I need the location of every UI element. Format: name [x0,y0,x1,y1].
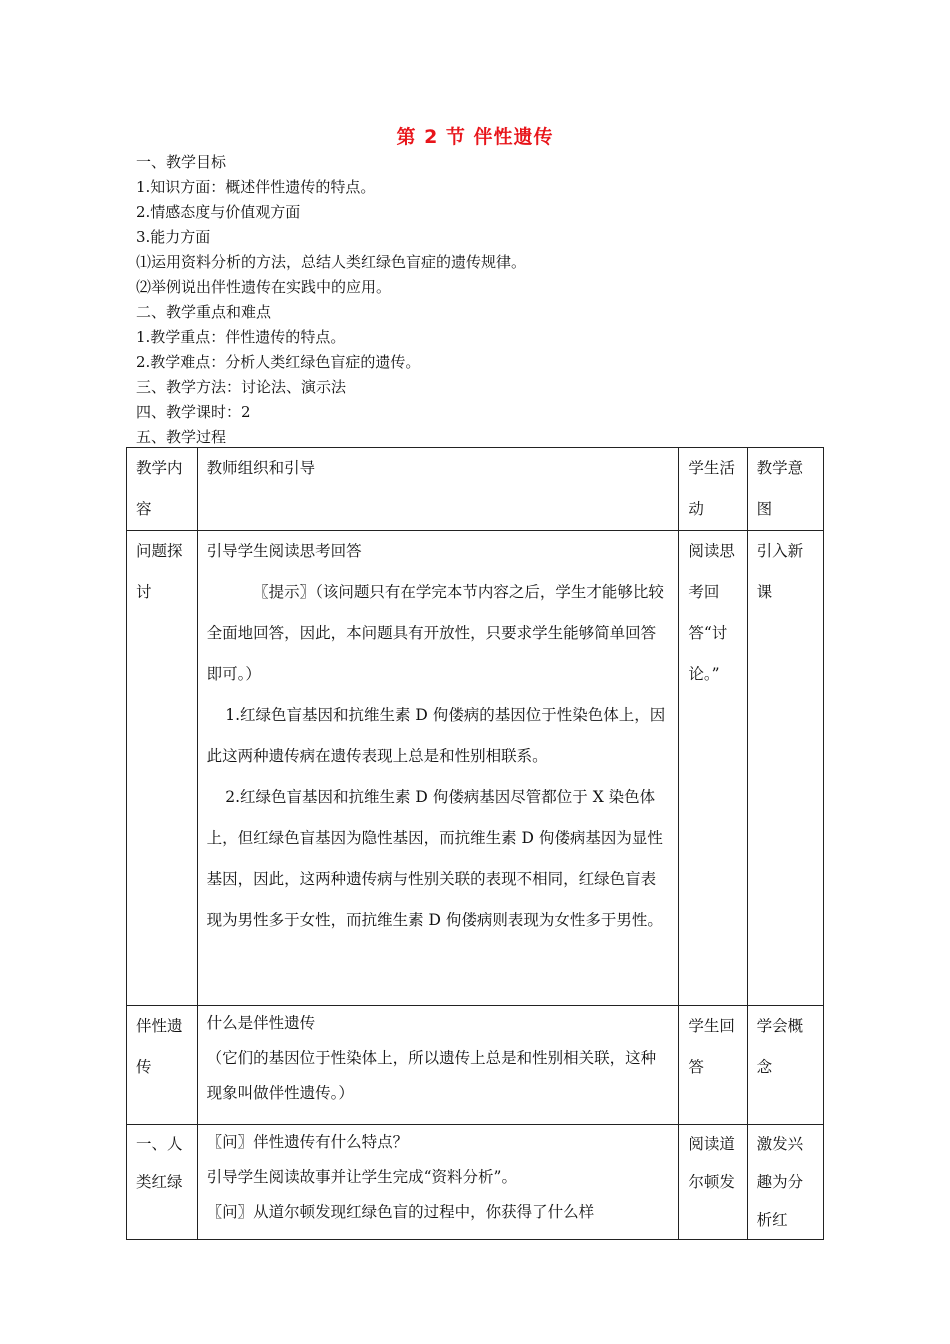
header-guide: 教师组织和引导 [197,448,679,531]
objective-ability: 3.能力方面 [136,228,211,246]
table-row [127,1125,824,1240]
guide-point-1: 1.红绿色盲基因和抗维生素 D 佝偻病的基因位于性染色体上，因此这两种遗传病在遗传表现上总是和性别相联系。 [206,706,666,765]
heading-periods: 四、教学课时：2 [136,403,251,421]
cell-content: 一、人类红绿 [127,1125,198,1240]
header-content: 教学内容 [127,448,198,531]
guide-hint: 〖提示〗（该问题只有在学完本节内容之后，学生才能够比较全面地回答，因此，本问题具有开放性，只要求学生能够简单回答即可。） [206,583,664,683]
cell-content: 伴性遗传 [127,1006,198,1125]
objective-attitude: 2.情感态度与价值观方面 [136,203,301,221]
cell-activity: 学生回答 [679,1006,747,1125]
header-activity: 学生活动 [679,448,747,531]
page-title: 第 2 节 伴性遗传 [396,126,554,148]
cell-intent: 引入新课 [747,531,823,1006]
key-point: 1.教学重点：伴性遗传的特点。 [136,328,346,346]
lesson-table [126,447,824,1240]
objective-knowledge: 1.知识方面：概述伴性遗传的特点。 [136,178,376,196]
guide-answer: （它们的基因位于性染体上，所以遗传上总是和性别相关联，这种现象叫做伴性遗传。） [206,1049,657,1102]
guide-line-2: 引导学生阅读故事并让学生完成“资料分析”。 [206,1168,517,1186]
table-row [127,531,824,1006]
cell-intent: 激发兴趣为分析红 [747,1125,823,1240]
guide-question: 什么是伴性遗传 [206,1014,316,1032]
heading-objectives: 一、教学目标 [136,153,227,171]
header-intent: 教学意图 [747,448,823,531]
outline [136,150,836,450]
heading-methods: 三、教学方法：讨论法、演示法 [136,378,347,396]
cell-guide [197,1125,679,1240]
ability-item-2: ⑵举例说出伴性遗传在实践中的应用。 [136,278,392,296]
heading-key-points: 二、教学重点和难点 [136,303,272,321]
table-row [127,1006,824,1125]
cell-intent: 学会概念 [747,1006,823,1125]
cell-activity: 阅读思考回答“讨论。” [679,531,747,1006]
table-header-row [127,448,824,531]
guide-question-1: 〖问〗伴性遗传有什么特点？ [206,1133,409,1151]
cell-activity: 阅读道尔顿发 [679,1125,747,1240]
heading-process: 五、教学过程 [136,428,227,446]
cell-guide [197,1006,679,1125]
guide-intro: 引导学生阅读思考回答 [206,542,362,560]
difficult-point: 2.教学难点：分析人类红绿色盲症的遗传。 [136,353,421,371]
cell-guide [197,531,679,1006]
guide-question-2: 〖问〗从道尔顿发现红绿色盲的过程中，你获得了什么样 [206,1203,595,1221]
guide-point-2: 2.红绿色盲基因和抗维生素 D 佝偻病基因尽管都位于 X 染色体上，但红绿色盲基因为隐性基因，而抗维生素 D 佝偻病基因为显性基因，因此，这两种遗传病与性别关联的表现不相同，红绿色盲表现为男性多于女性，而抗维生素 D 佝偻病则表现为女性多于男性。 [206,788,663,929]
cell-content: 问题探讨 [127,531,198,1006]
ability-item-1: ⑴运用资料分析的方法，总结人类红绿色盲症的遗传规律。 [136,253,527,271]
